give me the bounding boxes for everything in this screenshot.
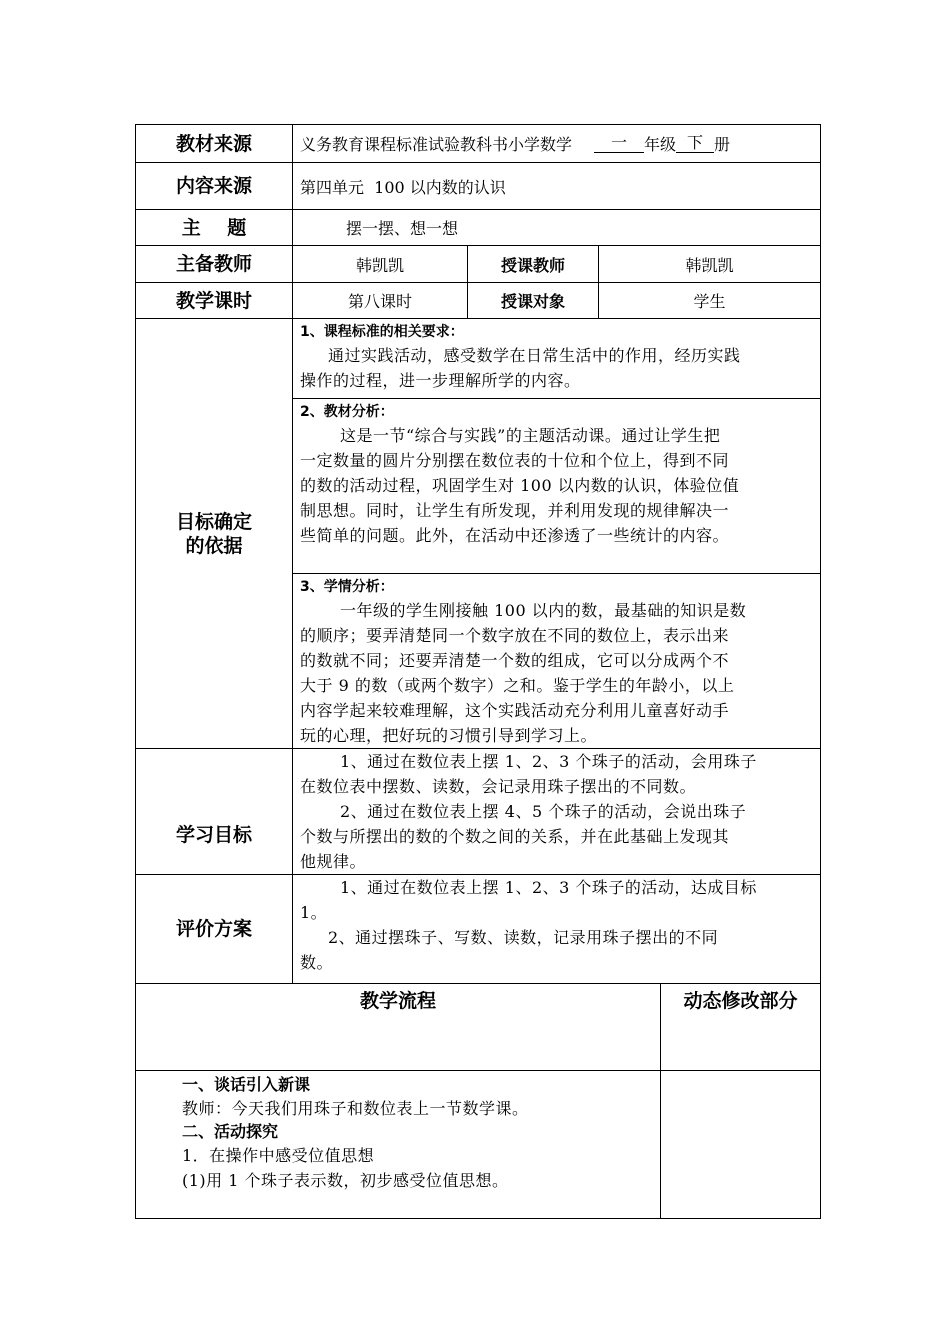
goal-line: 个数与所摆出的数的个数之间的关系，并在此基础上发现其 [300,827,730,846]
content-source-value: 第四单元 100 以内数的认识 [300,177,506,197]
basis-label-line1: 目标确定 [175,510,252,533]
paragraph-line: 内容学起来较难理解，这个实践活动充分利用儿童喜好动手 [300,701,730,720]
section-heading: 3、学情分析： [300,579,394,595]
audience-label: 授课对象 [500,292,565,311]
goal-line: 1、通过在数位表上摆 1、2、3 个珠子的活动，会用珠子 [340,752,757,771]
paragraph-line: 一年级的学生刚接触 100 以内的数，最基础的知识是数 [340,601,747,620]
section-heading: 1、课程标准的相关要求： [300,324,464,340]
learning-goals-label: 学习目标 [175,823,252,846]
dynamic-revision-header: 动态修改部分 [683,990,798,1012]
column-divider [660,983,661,1219]
evaluation-line: 数。 [300,953,334,972]
material-source-value [300,125,818,162]
instructor-label: 授课教师 [500,255,565,275]
paragraph-line: 一定数量的圆片分别摆在数位表的十位和个位上，得到不同 [300,451,730,470]
evaluation-line: 1。 [300,903,328,922]
grade-value: 一 [594,134,644,153]
instructor-value: 韩凯凯 [685,255,734,275]
table-border [135,1218,820,1219]
table-border [820,124,821,1219]
paragraph-line: 制思想。同时，让学生有所发现，并利用发现的规律解决一 [300,501,730,520]
paragraph-line: 的数的活动过程，巩固学生对 100 以内数的认识，体验位值 [300,476,740,495]
period-label: 教学课时 [175,289,252,312]
content-source-label: 内容来源 [175,175,252,197]
lead-teacher-label: 主备教师 [175,253,252,275]
learning-goals [300,749,814,874]
basis-label-line2: 的依据 [185,534,243,557]
paragraph-line: 大于 9 的数（或两个数字）之和。鉴于学生的年龄小，以上 [300,676,735,695]
goal-line: 在数位表中摆数、读数，会记录用珠子摆出的不同数。 [300,777,697,796]
volume-label: 册 [714,135,731,154]
material-source-text: 义务教育课程标准试验教科书小学数学 [300,135,573,154]
audience-value: 学生 [693,292,726,311]
section-title: 一、谈话引入新课 [182,1075,311,1094]
section-heading: 2、教材分析： [300,404,394,420]
textbook-analysis [300,401,814,548]
curriculum-requirements [300,321,814,393]
grade-label: 年级 [644,135,677,154]
lead-teacher-value: 韩凯凯 [355,255,404,275]
row-divider [135,1070,820,1071]
material-source-label: 教材来源 [175,132,252,155]
evaluation-label: 评价方案 [175,918,252,940]
goal-line: 2、通过在数位表上摆 4、5 个珠子的活动，会说出珠子 [340,802,747,821]
paragraph-line: 的顺序；要弄清楚同一个数字放在不同的数位上，表示出来 [300,626,730,645]
teaching-flow-header: 教学流程 [359,990,436,1012]
goal-line: 他规律。 [300,852,367,871]
evaluation-line: 1、通过在数位表上摆 1、2、3 个珠子的活动，达成目标 [340,878,757,897]
period-value: 第八课时 [347,292,412,311]
flow-line: (1)用 1 个珠子表示数，初步感受位值思想。 [182,1171,509,1190]
paragraph-line: 的数就不同；还要弄清楚一个数的组成，它可以分成两个不 [300,651,730,670]
evaluation-line: 2、通过摆珠子、写数、读数，记录用珠子摆出的不同 [328,928,719,947]
paragraph-line: 玩的心理，把好玩的习惯引导到学习上。 [300,726,598,745]
basis-label [136,319,292,748]
flow-line: 1．在操作中感受位值思想 [182,1146,375,1165]
section-title: 二、活动探究 [182,1122,279,1141]
term-value: 下 [676,134,714,153]
topic-label: 主 题 [181,216,247,239]
evaluation-plan [300,875,814,975]
paragraph-line: 通过实践活动，感受数学在日常生活中的作用，经历实践 [328,346,741,365]
paragraph-line: 些简单的问题。此外，在活动中还渗透了一些统计的内容。 [300,526,730,545]
topic-value: 摆一摆、想一想 [346,219,459,238]
row-divider [135,983,820,984]
student-analysis [300,576,814,748]
row-divider [292,573,820,574]
teaching-flow-content [182,1074,652,1193]
row-divider [292,398,820,399]
flow-line: 教师：今天我们用珠子和数位表上一节数学课。 [182,1099,529,1118]
paragraph-line: 操作的过程，进一步理解所学的内容。 [300,371,581,390]
paragraph-line: 这是一节“综合与实践”的主题活动课。通过让学生把 [340,426,721,445]
